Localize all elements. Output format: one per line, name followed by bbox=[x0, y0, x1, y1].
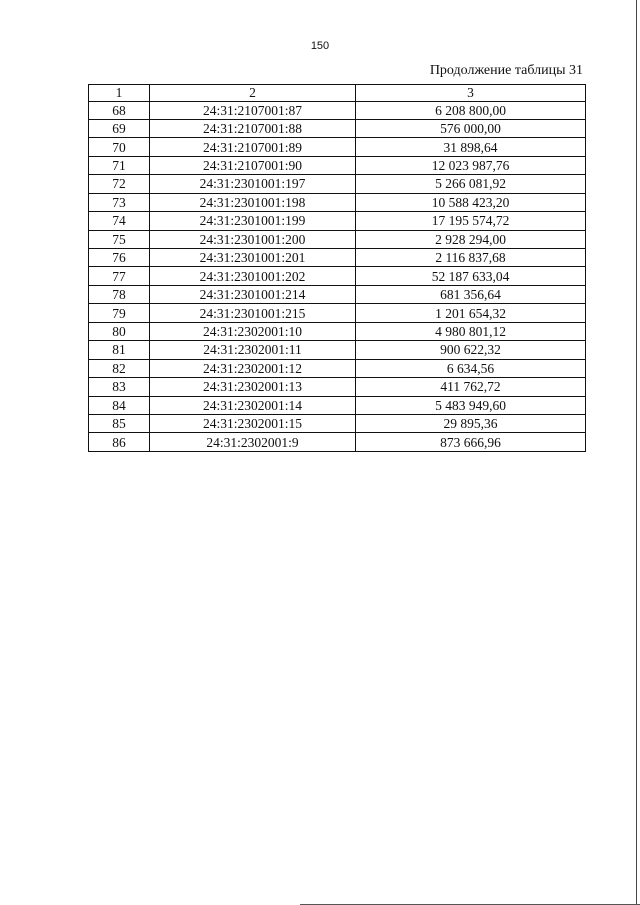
table-row bbox=[89, 322, 586, 340]
value-cell: 6 208 800,00 bbox=[356, 101, 586, 119]
scan-edge-line bbox=[636, 0, 637, 905]
value-cell: 576 000,00 bbox=[356, 119, 586, 137]
cadastral-number-cell: 24:31:2301001:199 bbox=[150, 212, 356, 230]
row-number-cell: 73 bbox=[89, 193, 150, 211]
table-row bbox=[89, 212, 586, 230]
page-number: 150 bbox=[310, 40, 330, 52]
table-row bbox=[89, 267, 586, 285]
row-number-cell: 83 bbox=[89, 378, 150, 396]
value-cell: 52 187 633,04 bbox=[356, 267, 586, 285]
value-cell: 31 898,64 bbox=[356, 138, 586, 156]
row-number-cell: 75 bbox=[89, 230, 150, 248]
row-number-cell: 86 bbox=[89, 433, 150, 451]
cadastral-number-cell: 24:31:2107001:87 bbox=[150, 101, 356, 119]
cadastral-number-cell: 24:31:2301001:201 bbox=[150, 249, 356, 267]
cadastral-number-cell: 24:31:2302001:10 bbox=[150, 322, 356, 340]
column-header-3: 3 bbox=[356, 85, 586, 102]
cadastral-number-cell: 24:31:2301001:215 bbox=[150, 304, 356, 322]
table-row bbox=[89, 230, 586, 248]
row-number-cell: 78 bbox=[89, 285, 150, 303]
table-continuation-label: Продолжение таблицы 31 bbox=[429, 63, 583, 78]
table-body bbox=[89, 101, 586, 451]
table-row bbox=[89, 249, 586, 267]
table-row bbox=[89, 285, 586, 303]
cadastral-number-cell: 24:31:2302001:9 bbox=[150, 433, 356, 451]
value-cell: 2 116 837,68 bbox=[356, 249, 586, 267]
cadastral-number-cell: 24:31:2301001:200 bbox=[150, 230, 356, 248]
cadastral-number-cell: 24:31:2107001:89 bbox=[150, 138, 356, 156]
value-cell: 10 588 423,20 bbox=[356, 193, 586, 211]
value-cell: 681 356,64 bbox=[356, 285, 586, 303]
data-table bbox=[88, 84, 586, 452]
cadastral-number-cell: 24:31:2107001:88 bbox=[150, 119, 356, 137]
table-row bbox=[89, 193, 586, 211]
value-cell: 12 023 987,76 bbox=[356, 156, 586, 174]
row-number-cell: 72 bbox=[89, 175, 150, 193]
value-cell: 29 895,36 bbox=[356, 414, 586, 432]
table-row bbox=[89, 175, 586, 193]
table-row bbox=[89, 378, 586, 396]
value-cell: 5 266 081,92 bbox=[356, 175, 586, 193]
row-number-cell: 68 bbox=[89, 101, 150, 119]
cadastral-number-cell: 24:31:2302001:15 bbox=[150, 414, 356, 432]
row-number-cell: 79 bbox=[89, 304, 150, 322]
row-number-cell: 74 bbox=[89, 212, 150, 230]
cadastral-number-cell: 24:31:2107001:90 bbox=[150, 156, 356, 174]
cadastral-number-cell: 24:31:2302001:13 bbox=[150, 378, 356, 396]
table-row bbox=[89, 414, 586, 432]
cadastral-number-cell: 24:31:2301001:197 bbox=[150, 175, 356, 193]
cadastral-number-cell: 24:31:2302001:11 bbox=[150, 341, 356, 359]
value-cell: 873 666,96 bbox=[356, 433, 586, 451]
row-number-cell: 81 bbox=[89, 341, 150, 359]
row-number-cell: 76 bbox=[89, 249, 150, 267]
table-header-row bbox=[89, 85, 586, 102]
value-cell: 2 928 294,00 bbox=[356, 230, 586, 248]
value-cell: 6 634,56 bbox=[356, 359, 586, 377]
cadastral-number-cell: 24:31:2301001:202 bbox=[150, 267, 356, 285]
value-cell: 900 622,32 bbox=[356, 341, 586, 359]
cadastral-number-cell: 24:31:2301001:198 bbox=[150, 193, 356, 211]
table-row bbox=[89, 396, 586, 414]
table-row bbox=[89, 433, 586, 451]
row-number-cell: 77 bbox=[89, 267, 150, 285]
value-cell: 411 762,72 bbox=[356, 378, 586, 396]
row-number-cell: 85 bbox=[89, 414, 150, 432]
cadastral-number-cell: 24:31:2301001:214 bbox=[150, 285, 356, 303]
value-cell: 5 483 949,60 bbox=[356, 396, 586, 414]
column-header-2: 2 bbox=[150, 85, 356, 102]
table-row bbox=[89, 359, 586, 377]
row-number-cell: 71 bbox=[89, 156, 150, 174]
cadastral-number-cell: 24:31:2302001:12 bbox=[150, 359, 356, 377]
value-cell: 1 201 654,32 bbox=[356, 304, 586, 322]
table-row bbox=[89, 138, 586, 156]
value-cell: 4 980 801,12 bbox=[356, 322, 586, 340]
table-row bbox=[89, 341, 586, 359]
table-row bbox=[89, 119, 586, 137]
row-number-cell: 69 bbox=[89, 119, 150, 137]
value-cell: 17 195 574,72 bbox=[356, 212, 586, 230]
row-number-cell: 70 bbox=[89, 138, 150, 156]
row-number-cell: 80 bbox=[89, 322, 150, 340]
row-number-cell: 84 bbox=[89, 396, 150, 414]
column-header-1: 1 bbox=[89, 85, 150, 102]
cadastral-number-cell: 24:31:2302001:14 bbox=[150, 396, 356, 414]
table-row bbox=[89, 156, 586, 174]
table-row bbox=[89, 101, 586, 119]
table-row bbox=[89, 304, 586, 322]
row-number-cell: 82 bbox=[89, 359, 150, 377]
